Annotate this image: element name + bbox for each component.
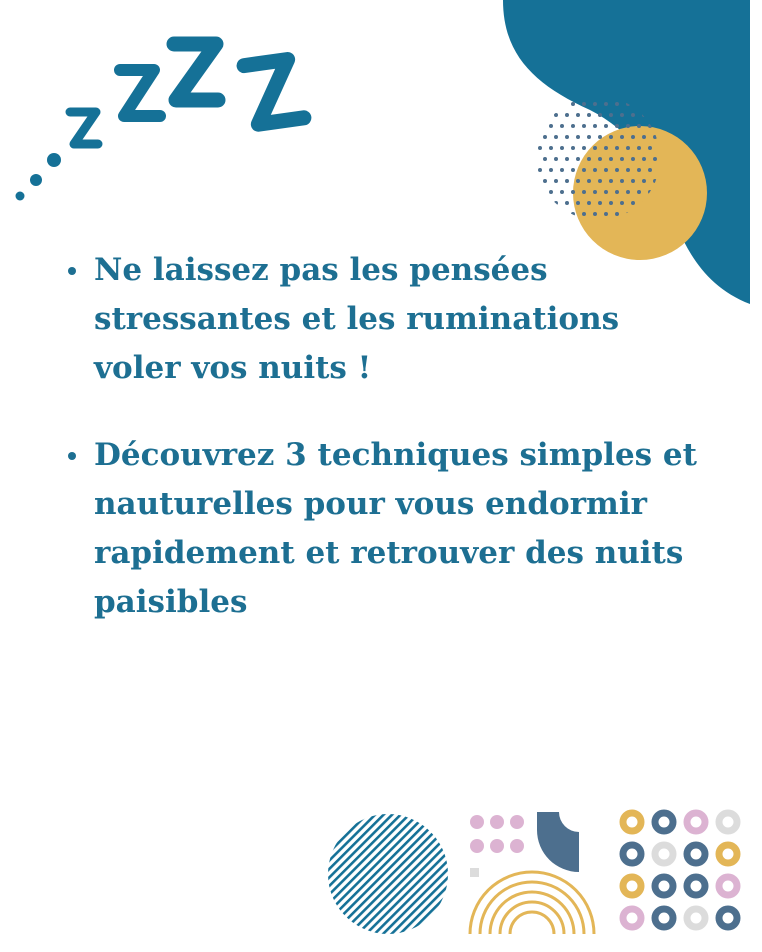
yellow-rainbow-shape: [470, 872, 594, 934]
bullet-text: Découvrez 3 techniques simples et nauturelles pour vous endormir rapidement et retrouver des nuits paisibles: [94, 437, 697, 620]
navy-arc-shape: [537, 812, 579, 872]
ring-grid-shape: [623, 813, 737, 927]
bullet-dot-icon: [68, 267, 76, 275]
bullet-dot-icon: [68, 452, 76, 460]
bullet-list: [60, 246, 700, 627]
pink-dots-shape: [470, 815, 524, 853]
grey-square-shape: [470, 868, 479, 877]
striped-circle-shape: [328, 814, 448, 934]
zzz-sleep-icon: [16, 44, 304, 201]
bullet-list-section: [60, 246, 700, 627]
bullet-item-techniques: [60, 431, 700, 627]
bullet-text: Ne laissez pas les pensées stressantes et les ruminations voler vos nuits !: [94, 252, 620, 386]
bullet-item-stress: [60, 246, 700, 393]
